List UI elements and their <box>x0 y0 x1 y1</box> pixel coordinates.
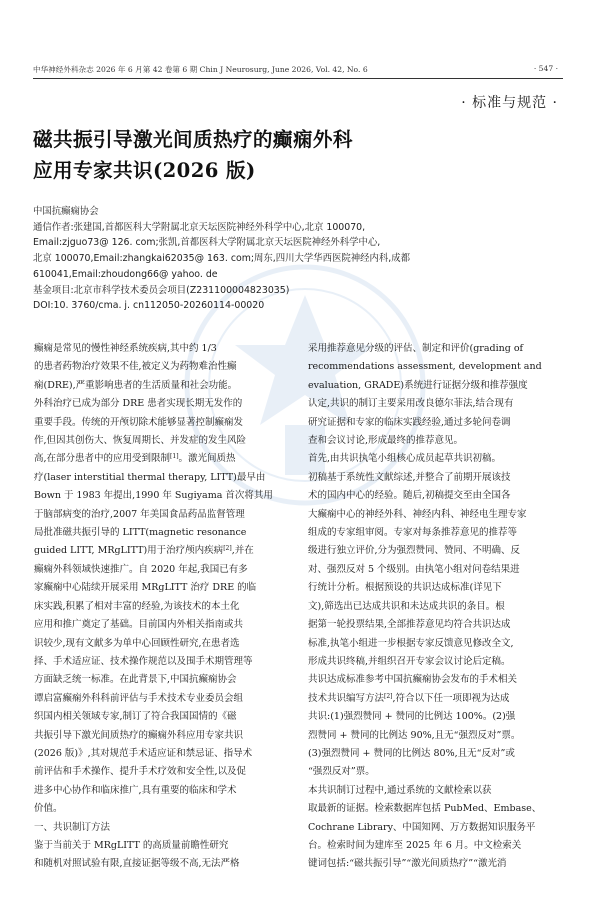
body-text-line <box>308 414 566 432</box>
line-text: 键词包括:“磁共振引导”“激光间质热疗”“激光消 <box>308 858 507 870</box>
title-line-1: 磁共振引导激光间质热疗的癫痫外科 <box>33 128 353 151</box>
line-text: 认定,共识的制订主要采用改良德尔菲法,结合现有 <box>308 398 514 410</box>
body-text-line <box>308 616 566 634</box>
body-text-line <box>34 414 290 432</box>
line-text: 癫痫是常见的慢性神经系统疾病,其中约 1/3 <box>34 343 217 354</box>
body-text-line <box>34 340 290 358</box>
meta-line: 通信作者:张建国,首都医科大学附属北京天坛医院神经外科学中心,北京 100070, <box>33 221 366 233</box>
body-text-line <box>308 358 566 376</box>
line-text: 局批准磁共振引导的 LITT(magnetic resonance <box>34 527 247 539</box>
line-text: 高,在部分患者中的应用受到限制 <box>34 453 171 465</box>
line-text: recommendations assessment, development and <box>308 361 542 373</box>
line-text: Cochrane Library、中国知网、万方数据知识服务平 <box>308 821 536 833</box>
body-text-line <box>34 561 290 579</box>
body-text-line <box>308 671 566 689</box>
line-text: 级进行独立评价,分为强烈赞同、赞同、不明确、反 <box>308 545 521 557</box>
header-rule <box>33 78 563 79</box>
meta-line: 北京 100070,Email:zhangkai62035@ 163. com;周东,四川大学华西医院神经内科,成都 <box>33 253 410 265</box>
line-text-continued: ,符合以下任一项即视为达成 <box>392 692 510 704</box>
line-text: 疗(laser interstitial thermal therapy, LITT)最早由 <box>34 471 266 483</box>
page-number: · 547 · <box>533 64 558 73</box>
line-text: 织国内相关领域专家,制订了符合我国国情的《磁 <box>34 711 237 723</box>
line-text: 择、手术适应证、技术操作规范以及围手术期管理等 <box>34 655 253 667</box>
body-text-line <box>34 745 290 763</box>
body-text-line <box>34 377 290 395</box>
body-text-line <box>34 524 290 542</box>
line-text: 鉴于当前关于 MRgLITT 的高质量前瞻性研究 <box>34 839 229 851</box>
meta-line: 610041,Email:zhoudong66@ yahoo. de <box>33 268 218 280</box>
line-text: 形成共识终稿,并组织召开专家会议讨论后定稿。 <box>308 655 511 667</box>
line-text: 采用推荐意见分级的评估、制定和评价(grading of <box>308 343 524 354</box>
body-text-line <box>34 487 290 505</box>
line-text: Bown 于 1983 年提出,1990 年 Sugiyama 首次将其用 <box>34 490 273 502</box>
line-text: 术的国内中心的经验。随后,初稿提交至由全国各 <box>308 490 511 502</box>
line-text: 行统计分析。根据预设的共识达成标准(详见下 <box>308 582 502 594</box>
line-text: (2026 版)》,其对规范手术适应证和禁忌证、指导术 <box>34 747 253 759</box>
meta-line: Email:zjguo73@ 126. com;张凯,首都医科大学附属北京天坛医院神经外科学中心, <box>33 237 381 249</box>
line-text: 标准,执笔小组进一步根据专家反馈意见修改全文, <box>308 637 514 649</box>
body-text-line <box>308 469 566 487</box>
body-text-line <box>34 616 290 634</box>
right-column <box>308 340 566 874</box>
line-text: 共识达成标准参考中国抗癫痫协会发布的手术相关 <box>308 674 518 686</box>
body-text-line <box>34 653 290 671</box>
section-tag: · 标准与规范 · <box>461 95 558 111</box>
meta-line: 基金项目:北京市科学技术委员会项目(Z231100004823035) <box>33 284 290 296</box>
body-text-line <box>308 763 566 781</box>
line-text: guided LITT, MRgLITT)用于治疗颅内疾病 <box>34 545 224 557</box>
body-text-line <box>308 377 566 395</box>
body-text-line <box>308 727 566 745</box>
body-text-line <box>308 653 566 671</box>
line-text: 研究证据和专家的临床实践经验,通过多轮问卷调 <box>308 416 511 428</box>
line-text: 共振引导下激光间质热疗的癫痫外科应用专家共识 <box>34 729 244 741</box>
line-text: 作,但因其创伤大、恢复周期长、并发症的发生风险 <box>34 435 247 447</box>
body-text-line <box>308 782 566 800</box>
line-text: 前评估和手术操作、提升手术疗效和安全性,以及促 <box>34 766 247 778</box>
body-text-line <box>34 542 290 560</box>
body-text-line <box>34 763 290 781</box>
line-text: 外科治疗已成为部分 DRE 患者实现长期无发作的 <box>34 398 243 410</box>
body-text-line <box>34 708 290 726</box>
left-column <box>34 340 290 874</box>
meta-line: DOI:10. 3760/cma. j. cn112050-20260114-00020 <box>33 300 265 312</box>
citation-ref[interactable]: [2] <box>223 545 232 553</box>
body-text-line <box>308 635 566 653</box>
body-text-line <box>308 690 566 708</box>
body-text-line <box>34 800 290 818</box>
line-text: 于脑部病变的治疗,2007 年美国食品药品监督管理 <box>34 508 245 520</box>
line-text: 一、共识制订方法 <box>34 821 111 833</box>
body-text-line <box>34 837 290 855</box>
body-text-line <box>34 671 290 689</box>
body-text-line <box>308 837 566 855</box>
body-text-line <box>308 432 566 450</box>
body-text-line <box>34 690 290 708</box>
body-text-line <box>308 487 566 505</box>
body-text-line <box>308 524 566 542</box>
line-text: 进多中心协作和临床推广,具有重要的临床和学术 <box>34 784 237 796</box>
line-text: 大癫痫中心的神经外科、神经内科、神经电生理专家 <box>308 508 527 520</box>
body-text-line <box>34 450 290 468</box>
line-text: 文),筛选出已达成共识和未达成共识的条目。根 <box>308 600 505 612</box>
body-text-line <box>34 579 290 597</box>
line-text: (3)强烈赞同 + 赞同的比例达 80%,且无“反对”或 <box>308 747 515 759</box>
body-text-line <box>34 635 290 653</box>
body-text-line <box>34 506 290 524</box>
organization-name: 中国抗癫痫协会 <box>33 206 99 217</box>
line-text: 方面缺乏统一标准。在此背景下,中国抗癫痫协会 <box>34 674 237 686</box>
line-text: 家癫痫中心陆续开展采用 MRgLITT 治疗 DRE 的临 <box>34 582 257 594</box>
line-text-continued: ,并在 <box>231 545 254 557</box>
line-text: 共识:(1)强烈赞同 + 赞同的比例达 100%。(2)强 <box>308 711 516 723</box>
body-text-line <box>34 358 290 376</box>
line-text: 首先,由共识执笔小组核心成员起草共识初稿。 <box>308 453 502 465</box>
body-text-line <box>308 579 566 597</box>
title-line-2: 应用专家共识(2026 版) <box>33 159 256 182</box>
line-text: 痫(DRE),严重影响患者的生活质量和社会功能。 <box>34 379 238 391</box>
running-header: 中华神经外科杂志 2026 年 6 月第 42 卷第 6 期 Chin J Neurosurg, June 2026, Vol. 42, No. 6 <box>33 65 368 74</box>
author-info <box>33 204 410 314</box>
line-text: 应用和推广奠定了基础。目前国内外相关指南或共 <box>34 619 244 631</box>
body-text-line <box>308 340 566 358</box>
body-text-line <box>308 542 566 560</box>
citation-ref[interactable]: [2] <box>384 692 393 700</box>
body-text-line <box>308 598 566 616</box>
line-text: 价值。 <box>34 803 63 815</box>
body-text-line <box>308 395 566 413</box>
line-text: 技术共识编写方法 <box>308 692 385 704</box>
line-text: “强烈反对”票。 <box>308 766 375 778</box>
body-text-line <box>34 598 290 616</box>
body-text-line <box>308 819 566 837</box>
line-text: 烈赞同 + 赞同的比例达 90%,且无“强烈反对”票。 <box>308 729 521 741</box>
body-text-line <box>34 727 290 745</box>
body-text-line <box>308 506 566 524</box>
line-text: 台。检索时间为建库至 2025 年 6 月。中文检索关 <box>308 839 522 851</box>
line-text: 查和会议讨论,形成最终的推荐意见。 <box>308 435 464 447</box>
line-text: 癫痫外科领域快速推广。自 2020 年起,我国已有多 <box>34 563 248 575</box>
body-text-line <box>308 745 566 763</box>
line-text: 重要手段。传统的开颅切除术能够显著控制癫痫发 <box>34 416 244 428</box>
line-text: 和随机对照试验有限,直接证据等级不高,无法严格 <box>34 858 240 870</box>
line-text: 取最新的证据。检索数据库包括 PubMed、Embase、 <box>308 803 542 815</box>
body-text-line <box>34 782 290 800</box>
body-text-line <box>34 395 290 413</box>
body-text-line <box>308 450 566 468</box>
body-text-line <box>34 855 290 873</box>
body-text-line <box>34 469 290 487</box>
line-text: 床实践,积累了相对丰富的经验,为该技术的本土化 <box>34 600 240 612</box>
line-text-continued: 。激光间质热 <box>178 453 236 465</box>
line-text: 谭启富癫痫外科科前评估与手术技术专业委员会组 <box>34 692 244 704</box>
body-text-line <box>34 432 290 450</box>
citation-ref[interactable]: [1] <box>170 453 179 461</box>
section-heading <box>34 819 290 837</box>
line-text: 识较少,现有文献多为单中心回顾性研究,在患者选 <box>34 637 240 649</box>
line-text: 的患者药物治疗效果不佳,被定义为药物难治性癫 <box>34 361 237 373</box>
line-text: evaluation, GRADE)系统进行证据分级和推荐强度 <box>308 379 528 391</box>
line-text: 组成的专家组审阅。专家对每条推荐意见的推荐等 <box>308 527 518 539</box>
body-text-line <box>308 561 566 579</box>
line-text: 初稿基于系统性文献综述,并整合了前期开展该技 <box>308 471 511 483</box>
body-text-line <box>308 708 566 726</box>
body-text-line <box>308 855 566 873</box>
line-text: 对、强烈反对 5 个级别。由执笔小组对问卷结果进 <box>308 563 520 575</box>
body-text-line <box>308 800 566 818</box>
line-text: 本共识制订过程中,通过系统的文献检索以获 <box>308 784 492 796</box>
line-text: 据第一轮投票结果,全部推荐意见均符合共识达成 <box>308 619 511 631</box>
page-title <box>33 124 353 186</box>
